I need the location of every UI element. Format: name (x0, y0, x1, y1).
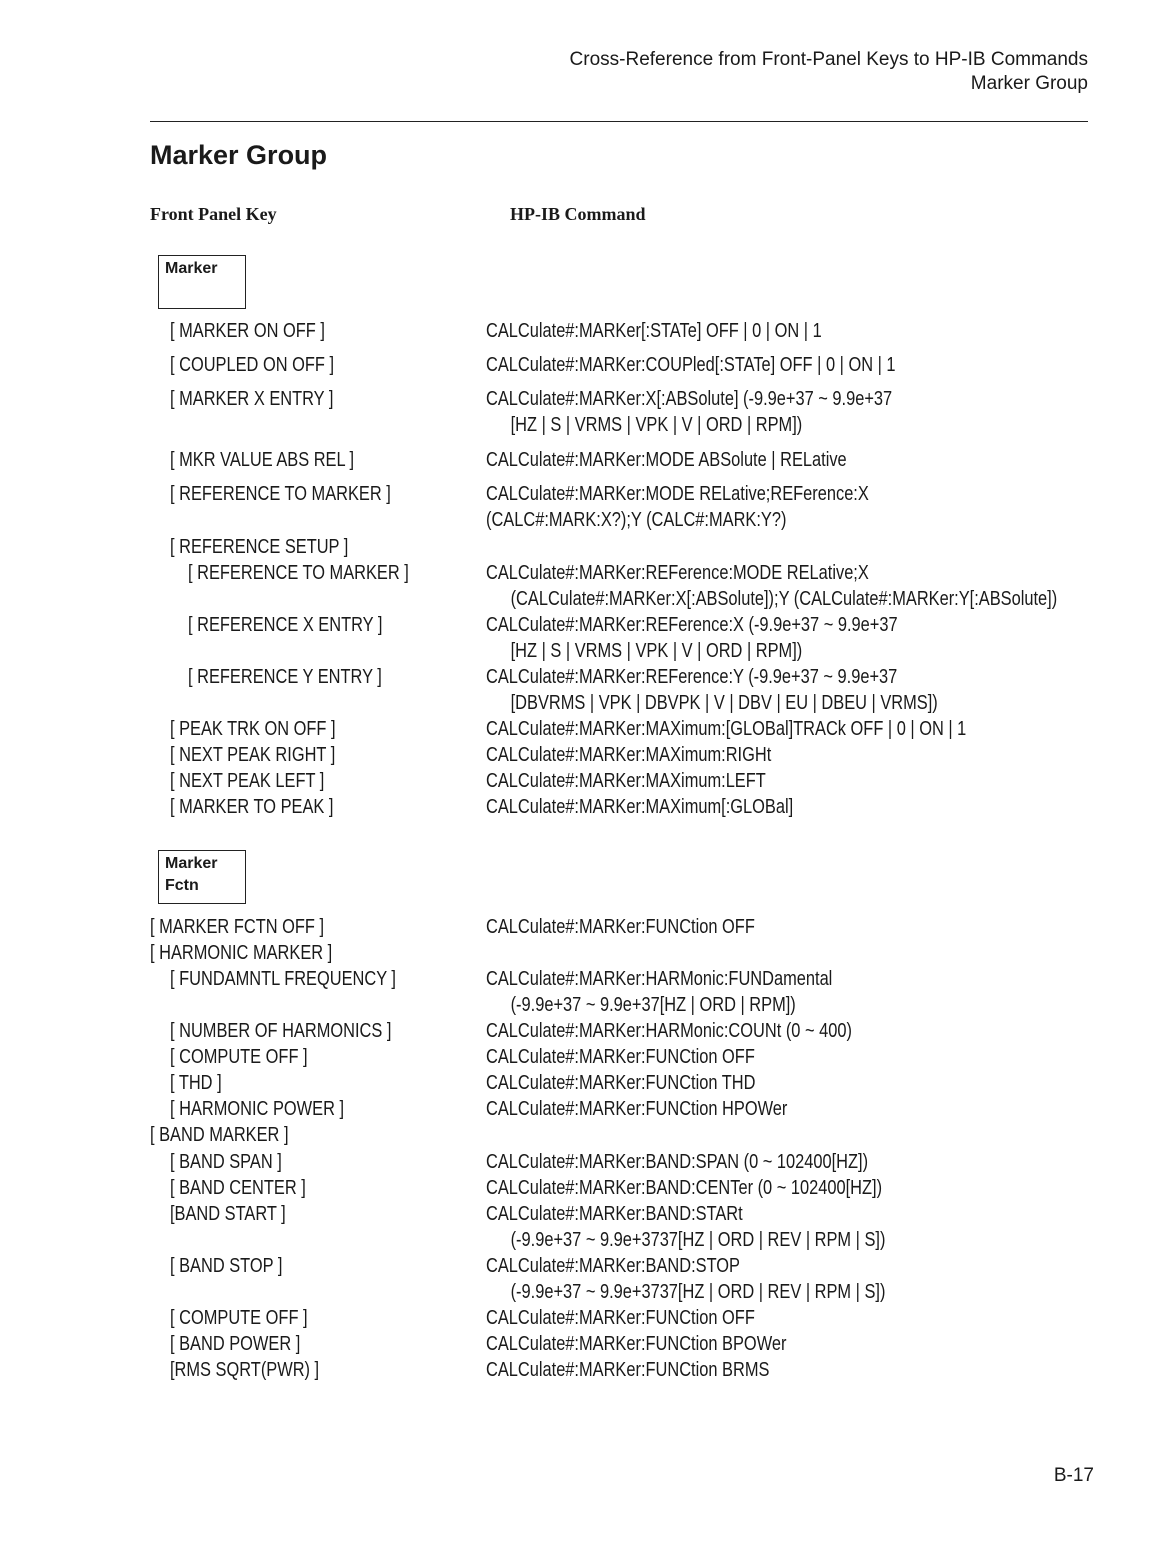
marker-keycap (158, 255, 246, 309)
hpib-command-line2: [HZ | S | VRMS | VPK | V | ORD | RPM]) (510, 640, 803, 662)
marker-fctn-keycap (158, 850, 246, 904)
key-label: [ MARKER FCTN OFF ] (150, 916, 325, 938)
key-label: [ MKR VALUE ABS REL ] (170, 449, 355, 471)
hpib-command (486, 664, 938, 716)
key-label: [ REFERENCE SETUP ] (170, 536, 349, 558)
hpib-command: CALCulate#:MARKer:FUNCtion OFF (486, 916, 755, 938)
hpib-command: CALCulate#:MARKer:COUPled[:STATe] OFF | 0 | ON | 1 (486, 354, 896, 376)
hpib-command-line1: CALCulate#:MARKer:BAND:STARt (486, 1203, 743, 1225)
hpib-command: CALCulate#:MARKer:FUNCtion OFF (486, 1046, 755, 1068)
hpib-command-line1: CALCulate#:MARKer:BAND:STOP (486, 1255, 740, 1277)
running-header-line1: Cross-Reference from Front-Panel Keys to HP-IB Commands (569, 49, 1088, 70)
hpib-command: CALCulate#:MARKer[:STATe] OFF | 0 | ON | 1 (486, 320, 822, 342)
hpib-command (486, 560, 1057, 612)
key-label: [ MARKER ON OFF ] (170, 320, 325, 342)
hpib-command (486, 386, 892, 438)
hpib-command: CALCulate#:MARKer:FUNCtion HPOWer (486, 1098, 788, 1120)
column-header-key: Front Panel Key (150, 204, 277, 224)
hpib-command-line1: CALCulate#:MARKer:REFerence:Y (-9.9e+37 ~ 9.9e+37 (486, 666, 898, 688)
hpib-command-line2: (-9.9e+37 ~ 9.9e+3737[HZ | ORD | REV | RPM | S]) (510, 1281, 886, 1303)
hpib-command-line2: (-9.9e+37 ~ 9.9e+3737[HZ | ORD | REV | RPM | S]) (510, 1229, 886, 1251)
hpib-command (486, 1253, 885, 1305)
hpib-command-line1: CALCulate#:MARKer:REFerence:MODE RELative;X (486, 562, 869, 584)
key-label: [ NUMBER OF HARMONICS ] (170, 1020, 392, 1042)
hpib-command (486, 481, 869, 533)
key-label: [ COMPUTE OFF ] (170, 1046, 308, 1068)
key-label: [ MARKER TO PEAK ] (170, 796, 334, 818)
hpib-command: CALCulate#:MARKer:FUNCtion BPOWer (486, 1333, 787, 1355)
hpib-command: CALCulate#:MARKer:FUNCtion BRMS (486, 1359, 770, 1381)
key-label: [ REFERENCE Y ENTRY ] (188, 666, 382, 688)
key-label: [ BAND STOP ] (170, 1255, 283, 1277)
hpib-command-line1: CALCulate#:MARKer:REFerence:X (-9.9e+37 ~ 9.9e+37 (486, 614, 898, 636)
key-label: [ BAND CENTER ] (170, 1177, 306, 1199)
key-label: [ MARKER X ENTRY ] (170, 388, 334, 410)
hpib-command-line2: (CALCulate#:MARKer:X[:ABSolute]);Y (CALCulate#:MARKer:Y[:ABSolute]) (510, 588, 1058, 610)
key-label: [ HARMONIC POWER ] (170, 1098, 345, 1120)
header-rule (150, 121, 1088, 122)
column-header-command: HP-IB Command (510, 204, 646, 224)
key-label: [ REFERENCE X ENTRY ] (188, 614, 383, 636)
hpib-command-line2: (CALC#:MARK:X?);Y (CALC#:MARK:Y?) (486, 509, 787, 531)
key-label: [ COMPUTE OFF ] (170, 1307, 308, 1329)
key-label: [ BAND POWER ] (170, 1333, 301, 1355)
hpib-command: CALCulate#:MARKer:BAND:CENTer (0 ~ 102400[HZ]) (486, 1177, 883, 1199)
hpib-command: CALCulate#:MARKer:MAXimum[:GLOBal] (486, 796, 794, 818)
key-label: [ REFERENCE TO MARKER ] (170, 483, 391, 505)
key-label: [ HARMONIC MARKER ] (150, 942, 333, 964)
running-header (570, 48, 1088, 96)
key-label: [ FUNDAMNTL FREQUENCY ] (170, 968, 396, 990)
hpib-command: CALCulate#:MARKer:BAND:SPAN (0 ~ 102400[HZ]) (486, 1151, 869, 1173)
key-label: [BAND START ] (170, 1203, 286, 1225)
key-label: [ PEAK TRK ON OFF ] (170, 718, 336, 740)
marker-keycap-label: Marker (165, 260, 218, 277)
hpib-command-line1: CALCulate#:MARKer:HARMonic:FUNDamental (486, 968, 833, 990)
hpib-command: CALCulate#:MARKer:FUNCtion THD (486, 1072, 756, 1094)
hpib-command: CALCulate#:MARKer:MAXimum:LEFT (486, 770, 766, 792)
hpib-command: CALCulate#:MARKer:MAXimum:RIGHt (486, 744, 772, 766)
page-number: B-17 (1053, 1465, 1094, 1486)
key-label: [RMS SQRT(PWR) ] (170, 1359, 320, 1381)
key-label: [ BAND SPAN ] (170, 1151, 282, 1173)
hpib-command: CALCulate#:MARKer:MODE ABSolute | RELative (486, 449, 847, 471)
hpib-command: CALCulate#:MARKer:HARMonic:COUNt (0 ~ 400) (486, 1020, 852, 1042)
marker-fctn-keycap-line1: Marker (165, 855, 218, 872)
hpib-command: CALCulate#:MARKer:FUNCtion OFF (486, 1307, 755, 1329)
key-label: [ REFERENCE TO MARKER ] (188, 562, 409, 584)
key-label: [ BAND MARKER ] (150, 1124, 289, 1146)
page-title: Marker Group (150, 140, 328, 170)
hpib-command-line2: (-9.9e+37 ~ 9.9e+37[HZ | ORD | RPM]) (510, 994, 796, 1016)
key-label: [ THD ] (170, 1072, 222, 1094)
marker-fctn-keycap-line2: Fctn (165, 877, 199, 894)
hpib-command-line1: CALCulate#:MARKer:X[:ABSolute] (-9.9e+37 ~ 9.9e+37 (486, 388, 893, 410)
hpib-command (486, 966, 832, 1018)
hpib-command: CALCulate#:MARKer:MAXimum:[GLOBal]TRACk OFF | 0 | ON | 1 (486, 718, 967, 740)
key-label: [ COUPLED ON OFF ] (170, 354, 335, 376)
hpib-command (486, 1201, 885, 1253)
hpib-command-line2: [DBVRMS | VPK | DBVPK | V | DBV | EU | DBEU | VRMS]) (510, 692, 938, 714)
key-label: [ NEXT PEAK LEFT ] (170, 770, 325, 792)
key-label: [ NEXT PEAK RIGHT ] (170, 744, 336, 766)
hpib-command-line2: [HZ | S | VRMS | VPK | V | ORD | RPM]) (510, 414, 803, 436)
hpib-command-line1: CALCulate#:MARKer:MODE RELative;REFerence:X (486, 483, 869, 505)
hpib-command (486, 612, 898, 664)
running-header-line2: Marker Group (970, 73, 1088, 94)
